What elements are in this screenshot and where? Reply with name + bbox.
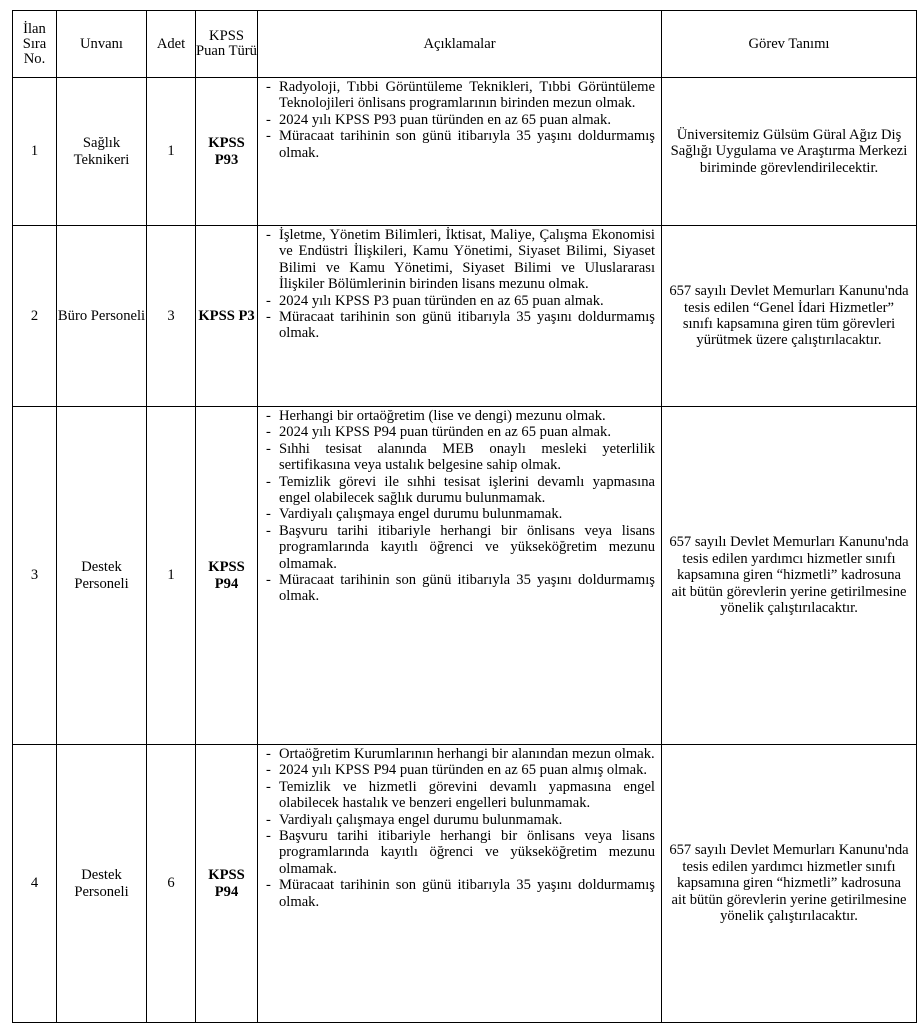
requirements-cell: [258, 226, 662, 407]
table-row: [13, 745, 917, 1023]
requirements-cell: [258, 78, 662, 226]
requirement-item: - Temizlik görevi ile sıhhi tesisat işlerini devamlı yapmasına engel olabilecek sağlık durumu bulunmamak.: [264, 474, 655, 507]
requirement-item: - Başvuru tarihi itibariyle herhangi bir önlisans veya lisans programlarında kayıtlı öğrenci ve yükseköğretim mezunu olmamak.: [264, 828, 655, 877]
listing-no: 1: [13, 78, 57, 226]
requirement-item: - Müracaat tarihinin son günü itibarıyla 35 yaşını doldurmamış olmak.: [264, 877, 655, 910]
kpss-score-type: KPSS P3: [196, 226, 258, 407]
header-title: Unvanı: [57, 11, 147, 78]
requirement-item: - Sıhhi tesisat alanında MEB onaylı mesleki yeterlilik sertifikasına veya ustalık belgesine sahip olmak.: [264, 441, 655, 474]
kpss-score-type: KPSS P94: [196, 407, 258, 745]
requirement-item: - Müracaat tarihinin son günü itibarıyla 35 yaşını doldurmamış olmak.: [264, 572, 655, 605]
requirement-item: - Ortaöğretim Kurumlarının herhangi bir alanından mezun olmak.: [264, 746, 655, 762]
requirement-item: - 2024 yılı KPSS P94 puan türünden en az 65 puan almak.: [264, 424, 655, 440]
requirements-list: [264, 408, 655, 605]
requirement-item: - Vardiyalı çalışmaya engel durumu bulunmamak.: [264, 506, 655, 522]
requirement-item: - Müracaat tarihinin son günü itibarıyla 35 yaşını doldurmamış olmak.: [264, 128, 655, 161]
requirement-item: - 2024 yılı KPSS P94 puan türünden en az 65 puan almış olmak.: [264, 762, 655, 778]
header-kpss-type: KPSS Puan Türü: [196, 11, 258, 78]
table-row: [13, 226, 917, 407]
requirements-list: [264, 79, 655, 161]
table-row: [13, 78, 917, 226]
requirements-list: [264, 227, 655, 342]
requirements-cell: [258, 407, 662, 745]
requirement-item: - 2024 yılı KPSS P93 puan türünden en az 65 puan almak.: [264, 112, 655, 128]
header-duty-definition: Görev Tanımı: [662, 11, 917, 78]
header-listing-no: İlan Sıra No.: [13, 11, 57, 78]
requirement-item: - Herhangi bir ortaöğretim (lise ve dengi) mezunu olmak.: [264, 408, 655, 424]
listing-no: 4: [13, 745, 57, 1023]
position-count: 6: [147, 745, 196, 1023]
requirement-item: - 2024 yılı KPSS P3 puan türünden en az 65 puan almak.: [264, 293, 655, 309]
requirement-item: - Müracaat tarihinin son günü itibarıyla 35 yaşını doldurmamış olmak.: [264, 309, 655, 342]
requirement-item: - Temizlik ve hizmetli görevini devamlı yapmasına engel olabilecek hastalık ve benzeri engelleri bulunmamak.: [264, 779, 655, 812]
requirement-item: - Radyoloji, Tıbbi Görüntüleme Teknikleri, Tıbbi Görüntüleme Teknolojileri önlisans programlarının birinden mezun olmak.: [264, 79, 655, 112]
duty-definition: 657 sayılı Devlet Memurları Kanunu'nda tesis edilen “Genel İdari Hizmetler” sınıfı kapsamına giren tüm görevleri yürütmek üzere çalıştırılacaktır.: [662, 226, 917, 407]
header-descriptions: Açıklamalar: [258, 11, 662, 78]
position-title: Destek Personeli: [57, 745, 147, 1023]
position-title: Destek Personeli: [57, 407, 147, 745]
position-count: 1: [147, 407, 196, 745]
requirement-item: - İşletme, Yönetim Bilimleri, İktisat, Maliye, Çalışma Ekonomisi ve Endüstri İlişkileri, Kamu Yönetimi, Siyaset Bilimi, Siyaset Bilimi ve Kamu Yönetimi, Siyaset Bilimi ve Uluslararası İlişkiler Bölümlerinin birinden lisans mezunu olmak.: [264, 227, 655, 293]
kpss-score-type: KPSS P93: [196, 78, 258, 226]
position-title: Sağlık Teknikeri: [57, 78, 147, 226]
duty-definition: 657 sayılı Devlet Memurları Kanunu'nda tesis edilen yardımcı hizmetler sınıfı kapsamına giren “hizmetli” kadrosuna ait bütün görevlerin yerine getirilmesine yönelik çalıştırılacaktır.: [662, 407, 917, 745]
position-title: Büro Personeli: [57, 226, 147, 407]
requirement-item: - Vardiyalı çalışmaya engel durumu bulunmamak.: [264, 812, 655, 828]
position-count: 3: [147, 226, 196, 407]
requirements-cell: [258, 745, 662, 1023]
duty-definition: Üniversitemiz Gülsüm Güral Ağız Diş Sağlığı Uygulama ve Araştırma Merkezi biriminde görevlendirilecektir.: [662, 78, 917, 226]
header-row: [13, 11, 917, 78]
kpss-score-type: KPSS P94: [196, 745, 258, 1023]
requirement-item: - Başvuru tarihi itibariyle herhangi bir önlisans veya lisans programlarında kayıtlı öğrenci ve yükseköğretim mezunu olmamak.: [264, 523, 655, 572]
job-listing-table: [12, 10, 917, 1023]
listing-no: 3: [13, 407, 57, 745]
position-count: 1: [147, 78, 196, 226]
header-count: Adet: [147, 11, 196, 78]
listing-no: 2: [13, 226, 57, 407]
requirements-list: [264, 746, 655, 910]
table-row: [13, 407, 917, 745]
duty-definition: 657 sayılı Devlet Memurları Kanunu'nda tesis edilen yardımcı hizmetler sınıfı kapsamına giren “hizmetli” kadrosuna ait bütün görevlerin yerine getirilmesine yönelik çalıştırılacaktır.: [662, 745, 917, 1023]
